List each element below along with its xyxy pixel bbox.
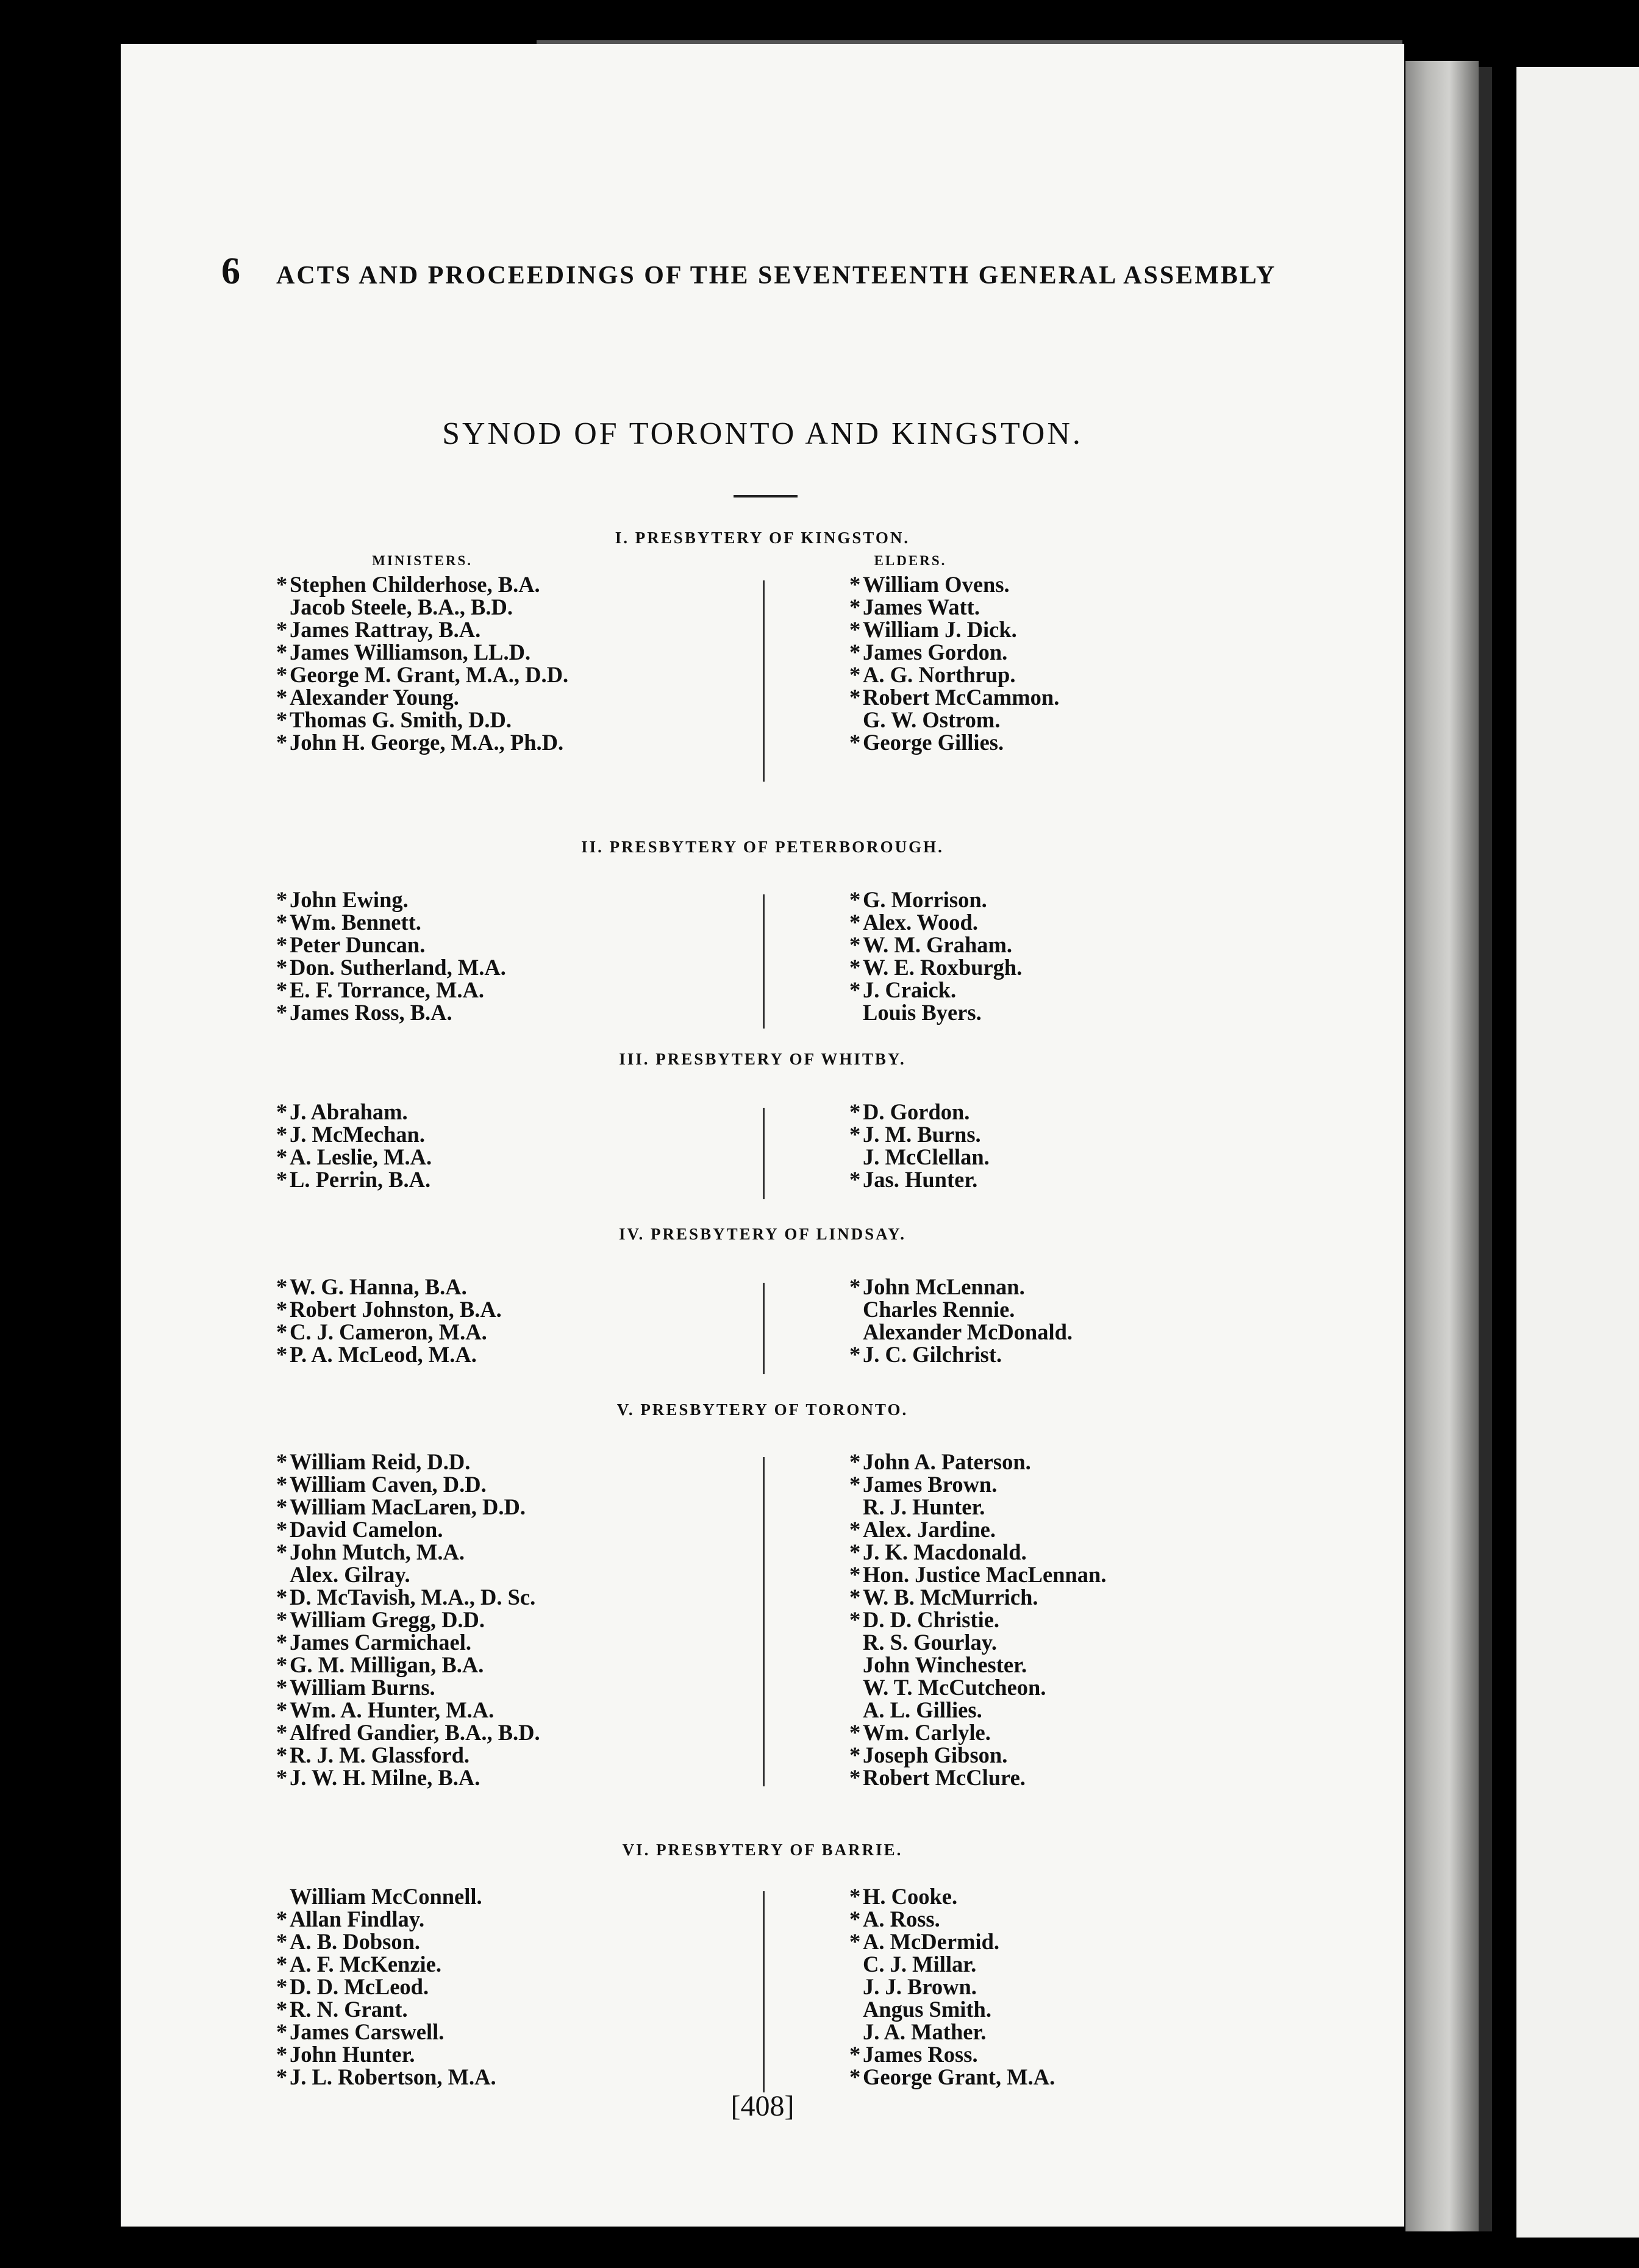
minister-entry bbox=[276, 1298, 502, 1321]
elder-entry bbox=[849, 1721, 1107, 1744]
asterisk-mark: * bbox=[849, 662, 861, 687]
minister-entry bbox=[276, 1321, 502, 1343]
asterisk-mark: * bbox=[276, 640, 288, 665]
minister-entry bbox=[276, 911, 506, 933]
asterisk-mark: * bbox=[276, 955, 288, 980]
entry-name: W. M. Graham. bbox=[863, 932, 1013, 957]
asterisk-mark: * bbox=[276, 1517, 288, 1542]
asterisk-mark: * bbox=[276, 2042, 288, 2067]
asterisk-mark: * bbox=[849, 887, 861, 912]
entry-name: J. J. Brown. bbox=[863, 1974, 977, 1999]
entry-name: D. Gordon. bbox=[863, 1099, 970, 1124]
asterisk-mark: * bbox=[276, 887, 288, 912]
elder-entry bbox=[849, 1496, 1107, 1518]
entry-name: William Burns. bbox=[290, 1675, 435, 1700]
minister-entry bbox=[276, 2066, 496, 2088]
asterisk-mark: * bbox=[849, 1122, 861, 1147]
elder-entry bbox=[849, 573, 1059, 596]
elder-entry bbox=[849, 1953, 1055, 1975]
entry-name: Jas. Hunter. bbox=[863, 1167, 978, 1192]
asterisk-mark: * bbox=[849, 594, 861, 619]
minister-entry bbox=[276, 1563, 540, 1586]
elder-entry bbox=[849, 1586, 1107, 1608]
asterisk-mark: * bbox=[849, 2064, 861, 2089]
entry-name: H. Cooke. bbox=[863, 1884, 958, 1909]
asterisk-mark: * bbox=[849, 1099, 861, 1124]
minister-entry bbox=[276, 1930, 496, 1953]
document-page bbox=[121, 44, 1404, 2227]
entry-name: John Ewing. bbox=[290, 887, 409, 912]
asterisk-mark: * bbox=[276, 910, 288, 935]
minister-entry bbox=[276, 1744, 540, 1766]
elder-entry bbox=[849, 1975, 1055, 1998]
entry-name: E. F. Torrance, M.A. bbox=[290, 977, 485, 1002]
minister-entry bbox=[276, 1676, 540, 1699]
minister-entry bbox=[276, 663, 568, 686]
footer-page-number: [408] bbox=[730, 2090, 795, 2122]
ministers-list bbox=[276, 888, 506, 1024]
entry-name: Alex. Wood. bbox=[863, 910, 978, 935]
page-edge bbox=[1479, 67, 1492, 2231]
entry-name: Charles Rennie. bbox=[863, 1297, 1015, 1322]
asterisk-mark: * bbox=[276, 1000, 288, 1025]
ministers-column-header: MINISTERS. bbox=[372, 553, 473, 568]
elder-entry bbox=[849, 956, 1022, 979]
entry-name: James Ross, B.A. bbox=[290, 1000, 452, 1025]
presbytery-title: IV. PRESBYTERY OF LINDSAY. bbox=[619, 1225, 906, 1243]
entry-name: W. T. McCutcheon. bbox=[863, 1675, 1046, 1700]
entry-name: Hon. Justice MacLennan. bbox=[863, 1562, 1107, 1587]
entry-name: C. J. Millar. bbox=[863, 1952, 977, 1977]
asterisk-mark: * bbox=[276, 1652, 288, 1677]
asterisk-mark: * bbox=[276, 1319, 288, 1344]
elder-entry bbox=[849, 1766, 1107, 1789]
minister-entry bbox=[276, 1721, 540, 1744]
elder-entry bbox=[849, 2043, 1055, 2066]
asterisk-mark: * bbox=[849, 1517, 861, 1542]
entry-name: Alex. Gilray. bbox=[290, 1562, 410, 1587]
column-divider bbox=[763, 894, 765, 1029]
asterisk-mark: * bbox=[849, 1274, 861, 1299]
elder-entry bbox=[849, 979, 1022, 1001]
minister-entry bbox=[276, 618, 568, 641]
asterisk-mark: * bbox=[276, 662, 288, 687]
asterisk-mark: * bbox=[849, 685, 861, 710]
elder-entry bbox=[849, 1343, 1073, 1366]
asterisk-mark: * bbox=[276, 730, 288, 755]
elder-entry bbox=[849, 1563, 1107, 1586]
elder-entry bbox=[849, 2066, 1055, 2088]
asterisk-mark: * bbox=[276, 1997, 288, 2022]
ministers-list bbox=[276, 1100, 432, 1191]
entry-name: George M. Grant, M.A., D.D. bbox=[290, 662, 569, 687]
entry-name: Wm. A. Hunter, M.A. bbox=[290, 1697, 495, 1722]
entry-name: James Ross. bbox=[863, 2042, 978, 2067]
entry-name: Alfred Gandier, B.A., B.D. bbox=[290, 1720, 540, 1745]
entry-name: A. F. McKenzie. bbox=[290, 1952, 442, 1977]
entry-name: James Brown. bbox=[863, 1472, 998, 1497]
minister-entry bbox=[276, 1766, 540, 1789]
entry-name: William J. Dick. bbox=[863, 617, 1017, 642]
elder-entry bbox=[849, 1168, 990, 1191]
entry-name: Louis Byers. bbox=[863, 1000, 982, 1025]
elder-entry bbox=[849, 686, 1059, 708]
entry-name: Robert McClure. bbox=[863, 1765, 1026, 1790]
elder-entry bbox=[849, 1123, 990, 1146]
entry-name: C. J. Cameron, M.A. bbox=[290, 1319, 487, 1344]
asterisk-mark: * bbox=[276, 1906, 288, 1931]
asterisk-mark: * bbox=[849, 572, 861, 597]
presbytery-title: III. PRESBYTERY OF WHITBY. bbox=[619, 1050, 906, 1068]
elder-entry bbox=[849, 1541, 1107, 1563]
entry-name: John H. George, M.A., Ph.D. bbox=[290, 730, 564, 755]
column-divider bbox=[763, 1457, 765, 1786]
entry-name: R. N. Grant. bbox=[290, 1997, 408, 2022]
entry-name: A. B. Dobson. bbox=[290, 1929, 420, 1954]
asterisk-mark: * bbox=[849, 1562, 861, 1587]
entry-name: A. Leslie, M.A. bbox=[290, 1144, 432, 1169]
elder-entry bbox=[849, 1100, 990, 1123]
entry-name: W. B. McMurrich. bbox=[863, 1585, 1038, 1610]
entry-name: R. J. M. Glassford. bbox=[290, 1742, 470, 1767]
asterisk-mark: * bbox=[849, 1342, 861, 1367]
elder-entry bbox=[849, 1885, 1055, 1908]
minister-entry bbox=[276, 1518, 540, 1541]
elder-entry bbox=[849, 2020, 1055, 2043]
minister-entry bbox=[276, 1146, 432, 1168]
presbytery-title: I. PRESBYTERY OF KINGSTON. bbox=[615, 529, 910, 547]
asterisk-mark: * bbox=[276, 1122, 288, 1147]
asterisk-mark: * bbox=[849, 730, 861, 755]
entry-name: George Grant, M.A. bbox=[863, 2064, 1055, 2089]
page-header bbox=[221, 250, 1368, 293]
column-divider bbox=[763, 1108, 765, 1199]
asterisk-mark: * bbox=[276, 1720, 288, 1745]
entry-name: Stephen Childerhose, B.A. bbox=[290, 572, 540, 597]
entry-name: Robert Johnston, B.A. bbox=[290, 1297, 502, 1322]
asterisk-mark: * bbox=[276, 1297, 288, 1322]
minister-entry bbox=[276, 1699, 540, 1721]
asterisk-mark: * bbox=[276, 1929, 288, 1954]
asterisk-mark: * bbox=[276, 1494, 288, 1519]
column-divider bbox=[763, 580, 765, 782]
presbytery-title: VI. PRESBYTERY OF BARRIE. bbox=[622, 1841, 903, 1859]
asterisk-mark: * bbox=[276, 1449, 288, 1474]
entry-name: Wm. Carlyle. bbox=[863, 1720, 991, 1745]
minister-entry bbox=[276, 1885, 496, 1908]
minister-entry bbox=[276, 1608, 540, 1631]
entry-name: Alexander McDonald. bbox=[863, 1319, 1073, 1344]
minister-entry bbox=[276, 1908, 496, 1930]
elder-entry bbox=[849, 1631, 1107, 1653]
asterisk-mark: * bbox=[849, 640, 861, 665]
asterisk-mark: * bbox=[276, 707, 288, 732]
entry-name: W. G. Hanna, B.A. bbox=[290, 1274, 467, 1299]
entry-name: William Gregg, D.D. bbox=[290, 1607, 485, 1632]
asterisk-mark: * bbox=[276, 1697, 288, 1722]
minister-entry bbox=[276, 708, 568, 731]
entry-name: Joseph Gibson. bbox=[863, 1742, 1008, 1767]
entry-name: James Carmichael. bbox=[290, 1630, 472, 1655]
minister-entry bbox=[276, 979, 506, 1001]
entry-name: J. K. Macdonald. bbox=[863, 1539, 1027, 1564]
minister-entry bbox=[276, 1450, 540, 1473]
asterisk-mark: * bbox=[276, 1765, 288, 1790]
asterisk-mark: * bbox=[276, 932, 288, 957]
entry-name: Thomas G. Smith, D.D. bbox=[290, 707, 512, 732]
asterisk-mark: * bbox=[849, 977, 861, 1002]
asterisk-mark: * bbox=[849, 2042, 861, 2067]
asterisk-mark: * bbox=[276, 1099, 288, 1124]
entry-name: A. McDermid. bbox=[863, 1929, 999, 1954]
entry-name: John A. Paterson. bbox=[863, 1449, 1031, 1474]
minister-entry bbox=[276, 1100, 432, 1123]
running-head: ACTS AND PROCEEDINGS OF THE SEVENTEENTH GENERAL ASSEMBLY bbox=[276, 262, 1277, 290]
asterisk-mark: * bbox=[276, 1274, 288, 1299]
minister-entry bbox=[276, 1586, 540, 1608]
entry-name: Jacob Steele, B.A., B.D. bbox=[290, 594, 513, 619]
elder-entry bbox=[849, 911, 1022, 933]
column-divider bbox=[763, 1891, 765, 2092]
column-divider bbox=[763, 1283, 765, 1374]
asterisk-mark: * bbox=[849, 1884, 861, 1909]
entry-name: James Williamson, LL.D. bbox=[290, 640, 531, 665]
asterisk-mark: * bbox=[276, 1974, 288, 1999]
ministers-list bbox=[276, 1275, 502, 1366]
elders-list bbox=[849, 1885, 1055, 2088]
entry-name: A. L. Gillies. bbox=[863, 1697, 982, 1722]
elder-entry bbox=[849, 1275, 1073, 1298]
entry-name: R. S. Gourlay. bbox=[863, 1630, 998, 1655]
entry-name: P. A. McLeod, M.A. bbox=[290, 1342, 477, 1367]
entry-name: John Hunter. bbox=[290, 2042, 415, 2067]
asterisk-mark: * bbox=[276, 1585, 288, 1610]
entry-name: G. M. Milligan, B.A. bbox=[290, 1652, 484, 1677]
minister-entry bbox=[276, 888, 506, 911]
minister-entry bbox=[276, 1496, 540, 1518]
entry-name: J. M. Burns. bbox=[863, 1122, 981, 1147]
entry-name: Don. Sutherland, M.A. bbox=[290, 955, 506, 980]
minister-entry bbox=[276, 933, 506, 956]
elder-entry bbox=[849, 596, 1059, 618]
minister-entry bbox=[276, 1953, 496, 1975]
asterisk-mark: * bbox=[276, 1342, 288, 1367]
asterisk-mark: * bbox=[849, 617, 861, 642]
facing-page bbox=[1516, 67, 1639, 2238]
entry-name: W. E. Roxburgh. bbox=[863, 955, 1023, 980]
entry-name: D. D. Christie. bbox=[863, 1607, 1000, 1632]
entry-name: A. Ross. bbox=[863, 1906, 940, 1931]
minister-entry bbox=[276, 1001, 506, 1024]
asterisk-mark: * bbox=[276, 2064, 288, 2089]
elder-entry bbox=[849, 1676, 1107, 1699]
elder-entry bbox=[849, 1146, 990, 1168]
asterisk-mark: * bbox=[849, 1539, 861, 1564]
elder-entry bbox=[849, 1653, 1107, 1676]
presbytery-title: V. PRESBYTERY OF TORONTO. bbox=[616, 1400, 909, 1419]
asterisk-mark: * bbox=[849, 1585, 861, 1610]
asterisk-mark: * bbox=[849, 955, 861, 980]
ministers-list bbox=[276, 1885, 496, 2088]
entry-name: Allan Findlay. bbox=[290, 1906, 425, 1931]
elder-entry bbox=[849, 1321, 1073, 1343]
ministers-list bbox=[276, 552, 568, 754]
asterisk-mark: * bbox=[276, 1675, 288, 1700]
entry-name: John Mutch, M.A. bbox=[290, 1539, 465, 1564]
asterisk-mark: * bbox=[276, 977, 288, 1002]
minister-entry bbox=[276, 2020, 496, 2043]
asterisk-mark: * bbox=[276, 1630, 288, 1655]
synod-title: SYNOD OF TORONTO AND KINGSTON. bbox=[442, 416, 1083, 451]
minister-entry bbox=[276, 1975, 496, 1998]
asterisk-mark: * bbox=[276, 1144, 288, 1169]
elder-entry bbox=[849, 731, 1059, 754]
entry-name: J. W. H. Milne, B.A. bbox=[290, 1765, 480, 1790]
entry-name: James Carswell. bbox=[290, 2019, 445, 2044]
elders-list bbox=[849, 888, 1022, 1024]
asterisk-mark: * bbox=[276, 1539, 288, 1564]
minister-entry bbox=[276, 573, 568, 596]
asterisk-mark: * bbox=[849, 1167, 861, 1192]
asterisk-mark: * bbox=[849, 1720, 861, 1745]
asterisk-mark: * bbox=[849, 1449, 861, 1474]
entry-name: James Rattray, B.A. bbox=[290, 617, 481, 642]
elder-entry bbox=[849, 1699, 1107, 1721]
book-gutter bbox=[1405, 61, 1479, 2231]
minister-entry bbox=[276, 596, 568, 618]
elders-list bbox=[849, 1450, 1107, 1789]
entry-name: William Reid, D.D. bbox=[290, 1449, 471, 1474]
entry-name: James Watt. bbox=[863, 594, 980, 619]
entry-name: L. Perrin, B.A. bbox=[290, 1167, 431, 1192]
elder-entry bbox=[849, 1518, 1107, 1541]
entry-name: J. Abraham. bbox=[290, 1099, 408, 1124]
ministers-list bbox=[276, 1450, 540, 1789]
entry-name: Robert McCammon. bbox=[863, 685, 1060, 710]
asterisk-mark: * bbox=[276, 1167, 288, 1192]
entry-name: J. L. Robertson, M.A. bbox=[290, 2064, 496, 2089]
elder-entry bbox=[849, 1930, 1055, 1953]
asterisk-mark: * bbox=[849, 1472, 861, 1497]
entry-name: A. G. Northrup. bbox=[863, 662, 1016, 687]
entry-name: George Gillies. bbox=[863, 730, 1004, 755]
asterisk-mark: * bbox=[276, 1742, 288, 1767]
asterisk-mark: * bbox=[849, 932, 861, 957]
entry-name: J. A. Mather. bbox=[863, 2019, 987, 2044]
page-number: 6 bbox=[221, 251, 241, 292]
minister-entry bbox=[276, 1275, 502, 1298]
elders-list bbox=[849, 1275, 1073, 1366]
minister-entry bbox=[276, 731, 568, 754]
asterisk-mark: * bbox=[849, 1765, 861, 1790]
asterisk-mark: * bbox=[276, 1952, 288, 1977]
minister-entry bbox=[276, 1473, 540, 1496]
asterisk-mark: * bbox=[849, 1607, 861, 1632]
elder-entry bbox=[849, 1001, 1022, 1024]
elders-column-header: ELDERS. bbox=[874, 553, 947, 568]
asterisk-mark: * bbox=[849, 910, 861, 935]
minister-entry bbox=[276, 641, 568, 663]
minister-entry bbox=[276, 2043, 496, 2066]
entry-name: Peter Duncan. bbox=[290, 932, 426, 957]
entry-name: Alex. Jardine. bbox=[863, 1517, 996, 1542]
asterisk-mark: * bbox=[276, 1607, 288, 1632]
elders-list bbox=[849, 1100, 990, 1191]
asterisk-mark: * bbox=[849, 1906, 861, 1931]
asterisk-mark: * bbox=[276, 617, 288, 642]
minister-entry bbox=[276, 1541, 540, 1563]
elder-entry bbox=[849, 1298, 1073, 1321]
asterisk-mark: * bbox=[849, 1929, 861, 1954]
minister-entry bbox=[276, 1653, 540, 1676]
entry-name: David Camelon. bbox=[290, 1517, 443, 1542]
elder-entry bbox=[849, 708, 1059, 731]
elder-entry bbox=[849, 663, 1059, 686]
minister-entry bbox=[276, 1631, 540, 1653]
elder-entry bbox=[849, 933, 1022, 956]
elder-entry bbox=[849, 1450, 1107, 1473]
elder-entry bbox=[849, 1744, 1107, 1766]
entry-name: J. Craick. bbox=[863, 977, 957, 1002]
entry-name: James Gordon. bbox=[863, 640, 1008, 665]
asterisk-mark: * bbox=[849, 1742, 861, 1767]
entry-name: D. McTavish, M.A., D. Sc. bbox=[290, 1585, 536, 1610]
elder-entry bbox=[849, 1608, 1107, 1631]
entry-name: Alexander Young. bbox=[290, 685, 459, 710]
title-rule bbox=[734, 495, 798, 497]
asterisk-mark: * bbox=[276, 572, 288, 597]
entry-name: Wm. Bennett. bbox=[290, 910, 421, 935]
minister-entry bbox=[276, 1168, 432, 1191]
entry-name: William Caven, D.D. bbox=[290, 1472, 487, 1497]
entry-name: William Ovens. bbox=[863, 572, 1010, 597]
elders-list bbox=[849, 552, 1059, 754]
minister-entry bbox=[276, 1123, 432, 1146]
asterisk-mark: * bbox=[276, 1472, 288, 1497]
entry-name: R. J. Hunter. bbox=[863, 1494, 985, 1519]
entry-name: Angus Smith. bbox=[863, 1997, 991, 2022]
elder-entry bbox=[849, 1998, 1055, 2020]
minister-entry bbox=[276, 1998, 496, 2020]
entry-name: William McConnell. bbox=[290, 1884, 482, 1909]
asterisk-mark: * bbox=[276, 2019, 288, 2044]
elder-entry bbox=[849, 641, 1059, 663]
elder-entry bbox=[849, 618, 1059, 641]
entry-name: G. W. Ostrom. bbox=[863, 707, 1001, 732]
entry-name: J. C. Gilchrist. bbox=[863, 1342, 1002, 1367]
minister-entry bbox=[276, 1343, 502, 1366]
entry-name: G. Morrison. bbox=[863, 887, 987, 912]
entry-name: John Winchester. bbox=[863, 1652, 1027, 1677]
asterisk-mark: * bbox=[276, 685, 288, 710]
entry-name: J. McClellan. bbox=[863, 1144, 990, 1169]
elder-entry bbox=[849, 888, 1022, 911]
minister-entry bbox=[276, 686, 568, 708]
minister-entry bbox=[276, 956, 506, 979]
entry-name: William MacLaren, D.D. bbox=[290, 1494, 526, 1519]
entry-name: D. D. McLeod. bbox=[290, 1974, 429, 1999]
elder-entry bbox=[849, 1908, 1055, 1930]
entry-name: John McLennan. bbox=[863, 1274, 1025, 1299]
presbytery-title: II. PRESBYTERY OF PETERBOROUGH. bbox=[581, 838, 944, 856]
elder-entry bbox=[849, 1473, 1107, 1496]
entry-name: J. McMechan. bbox=[290, 1122, 425, 1147]
